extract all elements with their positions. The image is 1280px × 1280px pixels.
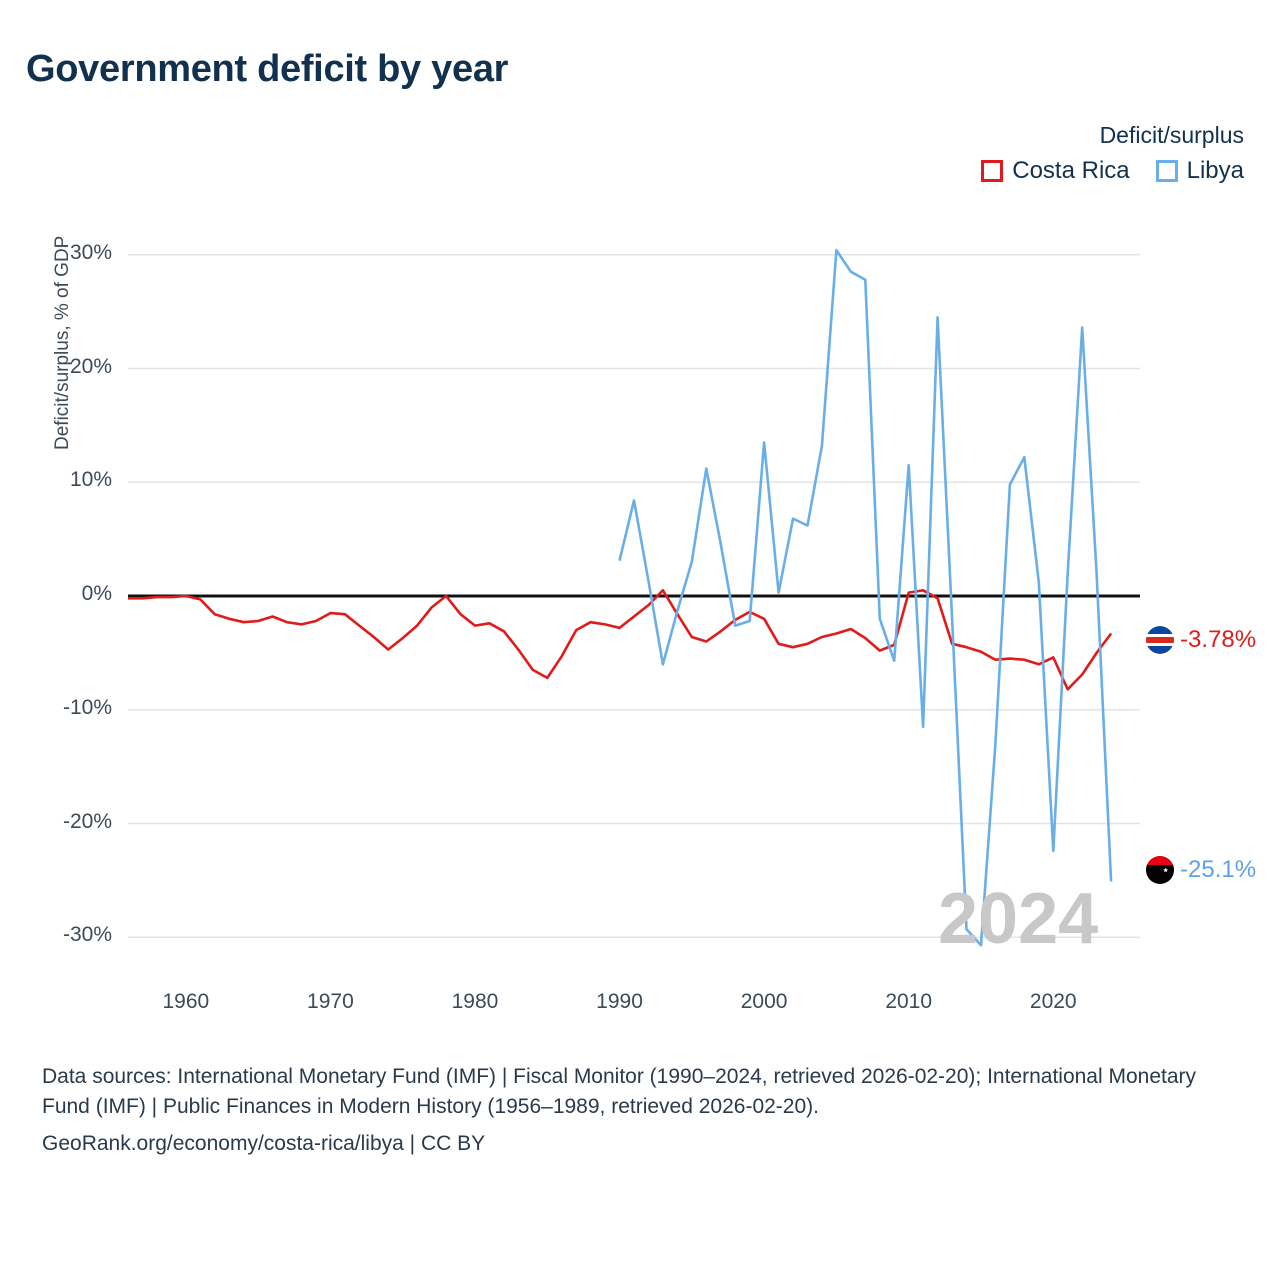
end-label-libya: -25.1% [1180, 856, 1257, 883]
x-tick: 1990 [596, 990, 643, 1013]
legend-label-costa-rica: Costa Rica [1012, 157, 1130, 184]
end-label-costa-rica: -3.78% [1180, 626, 1257, 653]
series-paths [128, 250, 1111, 945]
footer-sources: Data sources: International Monetary Fund (IMF) | Fiscal Monitor (1990–2024, retrieved 2026-02-20); International Monetary Fund (IMF) | Public Finances in Modern History (1956–1989, retrieved 2026-02-20). [42, 1065, 1197, 1119]
x-tick: 1960 [162, 990, 210, 1013]
y-tick: 30% [69, 240, 112, 264]
y-tick: 20% [69, 354, 112, 378]
footer [42, 1062, 1242, 1159]
y-tick: 10% [69, 468, 112, 492]
x-tick: 2000 [740, 990, 788, 1013]
legend-label-libya: Libya [1186, 157, 1244, 184]
footer-link[interactable]: GeoRank.org/economy/costa-rica/libya | CC BY [42, 1131, 486, 1155]
x-tick: 1970 [307, 990, 354, 1013]
x-tick: 1980 [451, 990, 499, 1013]
x-tick: 2010 [885, 990, 933, 1013]
legend-title: Deficit/surplus [1099, 122, 1244, 148]
y-tick: -10% [62, 695, 112, 719]
flag-libya-icon [1146, 856, 1174, 884]
y-tick: -20% [62, 809, 112, 833]
series-line-costa-rica [128, 590, 1111, 689]
year-watermark: 2024 [938, 879, 1099, 959]
y-tick: 0% [81, 582, 112, 605]
x-tick: 2020 [1029, 990, 1077, 1013]
y-tick: -30% [62, 923, 112, 947]
flag-costa-rica-icon [1146, 626, 1174, 654]
page-title: Government deficit by year [26, 48, 509, 90]
y-axis-label: Deficit/surplus, % of GDP [52, 235, 73, 450]
series-line-libya [620, 250, 1112, 945]
